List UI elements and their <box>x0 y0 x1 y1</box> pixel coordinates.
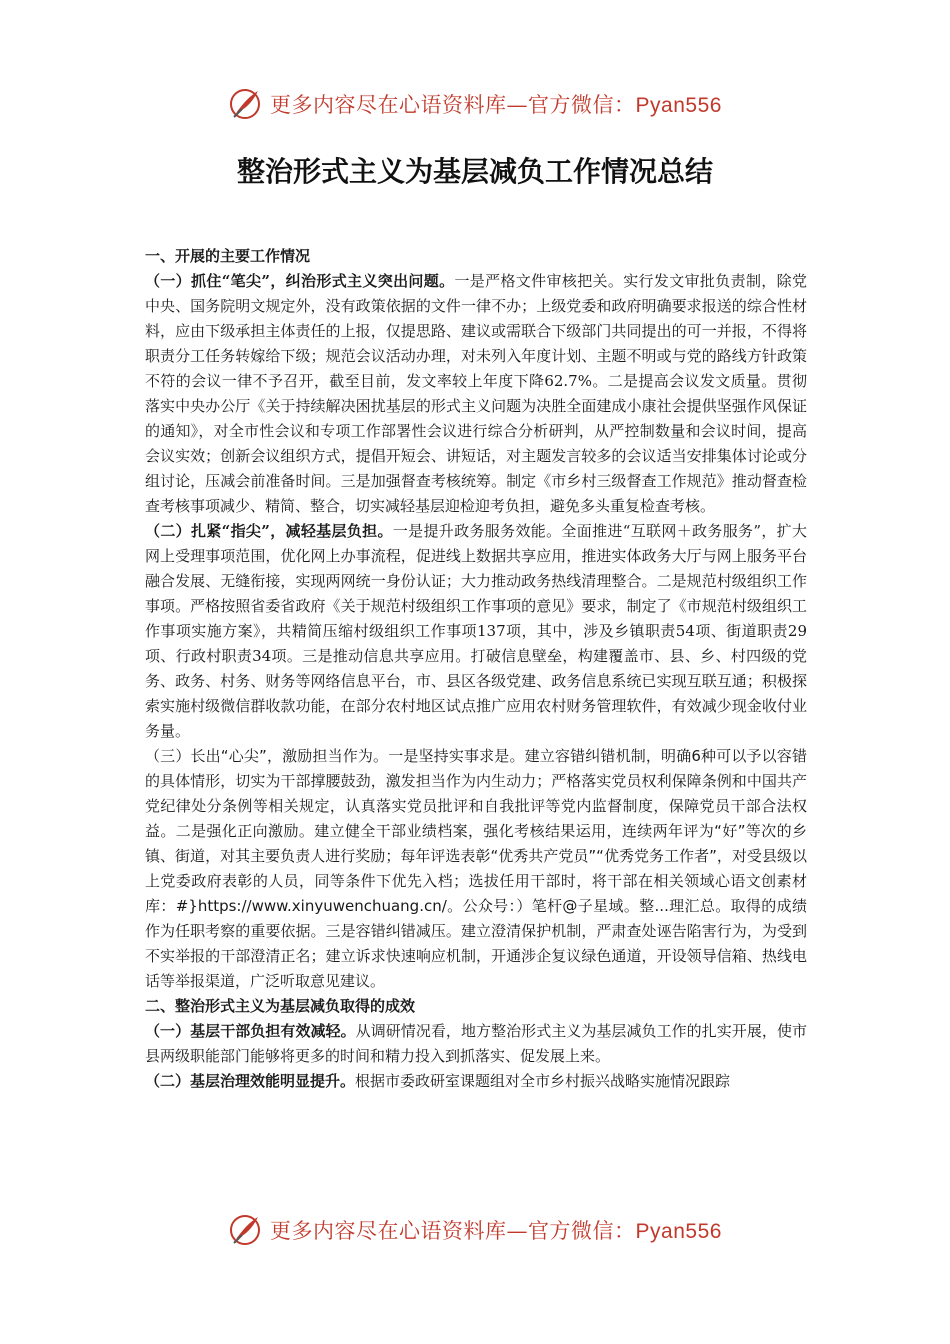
paragraph-body: 根据市委政研室课题组对全市乡村振兴战略实施情况跟踪 <box>355 1072 731 1090</box>
page-title: 整治形式主义为基层减负工作情况总结 <box>236 155 713 188</box>
feather-pen-logo-icon <box>228 1213 262 1247</box>
paragraph-lead: （一）抓住“笔尖”，纠治形式主义突出问题。 <box>145 272 455 290</box>
section-heading-2: 二、整治形式主义为基层减负取得的成效 <box>145 997 416 1015</box>
paragraph <box>145 1019 807 1069</box>
footer-watermark-banner <box>0 1210 950 1250</box>
paragraph-body: 一是提升政务服务效能。全面推进“互联网＋政务服务”，扩大网上受理事项范围，优化网上办事流程，促进线上数据共享应用，推进实体政务大厅与网上服务平台融合发展、无缝衔接，实现两网统一身份认证；大力推动政务热线清理整合。二是规范村级组织工作事项。严格按照省委省政府《关于规范村级组织工作事项的意见》要求，制定了《市规范村级组织工作事项实施方案》，共精简压缩村级组织工作事项137项，其中，涉及乡镇职责54项、街道职责29项、行政村职责34项。三是推动信息共享应用。打破信息壁垒，构建覆盖市、县、乡、村四级的党务、政务、村务、财务等网络信息平台，市、县区各级党建、政务信息系统已实现互联互通；积极探索实施村级微信群收款功能，在部分农村地区试点推广应用农村财务管理软件，有效减少现金收付业务量。 <box>145 522 807 740</box>
paragraph <box>145 519 807 744</box>
document-body <box>145 244 807 1094</box>
paragraph <box>145 269 807 519</box>
paragraph-lead: （二）基层治理效能明显提升。 <box>145 1072 356 1090</box>
paragraph-lead: （二）扎紧“指尖”，减轻基层负担。 <box>145 522 393 540</box>
paragraph: （三）长出“心尖”，激励担当作为。一是坚持实事求是。建立容错纠错机制，明确6种可以予以容错的具体情形，切实为干部撑腰鼓劲，激发担当作为内生动力；严格落实党员权利保障条例和中国共产党纪律处分条例等相关规定，认真落实党员批评和自我批评等党内监督制度，保障党员干部合法权益。二是强化正向激励。建立健全干部业绩档案，强化考核结果运用，连续两年评为“好”等次的乡镇、街道，对其主要负责人进行奖励；每年评选表彰“优秀共产党员”“优秀党务工作者”，对受县级以上党委政府表彰的人员，同等条件下优先入档；选拔任用干部时，将干部在相关领域心语文创素材库：#}https://www.xinyuwenchuang.cn/。公众号：）笔杆@子星域。整...理汇总。取得的成绩作为任职考察的重要依据。三是容错纠错减压。建立澄清保护机制，严肃查处诬告陷害行为，为受到不实举报的干部澄清正名；建立诉求快速响应机制，开通涉企复议绿色通道，开设领导信箱、热线电话等举报渠道，广泛听取意见建议。 <box>145 747 807 990</box>
paragraph <box>145 1069 807 1094</box>
paragraph-body: 一是严格文件审核把关。实行发文审批负责制，除党中央、国务院明文规定外，没有政策依据的文件一律不办；上级党委和政府明确要求报送的综合性材料，应由下级承担主体责任的上报，仅提思路、建议或需联合下级部门共同提出的可一并报，不得将职责分工任务转嫁给下级；规范会议活动办理，对未列入年度计划、主题不明或与党的路线方针政策不符的会议一律不予召开，截至目前，发文率较上年度下降62.7%。二是提高会议发文质量。贯彻落实中央办公厅《关于持续解决困扰基层的形式主义问题为决胜全面建成小康社会提供坚强作风保证的通知》，对全市性会议和专项工作部署性会议进行综合分析研判，从严控制数量和会议时间，提高会议实效；创新会议组织方式，提倡开短会、讲短话，对主题发言较多的会议适当安排集体讨论或分组讨论，压减会前准备时间。三是加强督查考核统筹。制定《市乡村三级督查工作规范》推动督查检查考核事项减少、精简、整合，切实减轻基层迎检迎考负担，避免多头重复检查考核。 <box>145 272 807 515</box>
paragraph-lead: （一）基层干部负担有效减轻。 <box>145 1022 356 1040</box>
paragraph-body: 从调研情况看，地方整治形式主义为基层减负工作的扎实开展，使市县两级职能部门能够将更多的时间和精力投入到抓落实、促发展上来。 <box>145 1022 807 1065</box>
header-watermark-banner <box>0 84 950 124</box>
section-heading-1: 一、开展的主要工作情况 <box>145 247 311 265</box>
banner-text: 更多内容尽在心语资料库—官方微信：Pyan556 <box>270 93 722 117</box>
feather-pen-logo-icon <box>228 87 262 121</box>
banner-text: 更多内容尽在心语资料库—官方微信：Pyan556 <box>270 1219 722 1243</box>
